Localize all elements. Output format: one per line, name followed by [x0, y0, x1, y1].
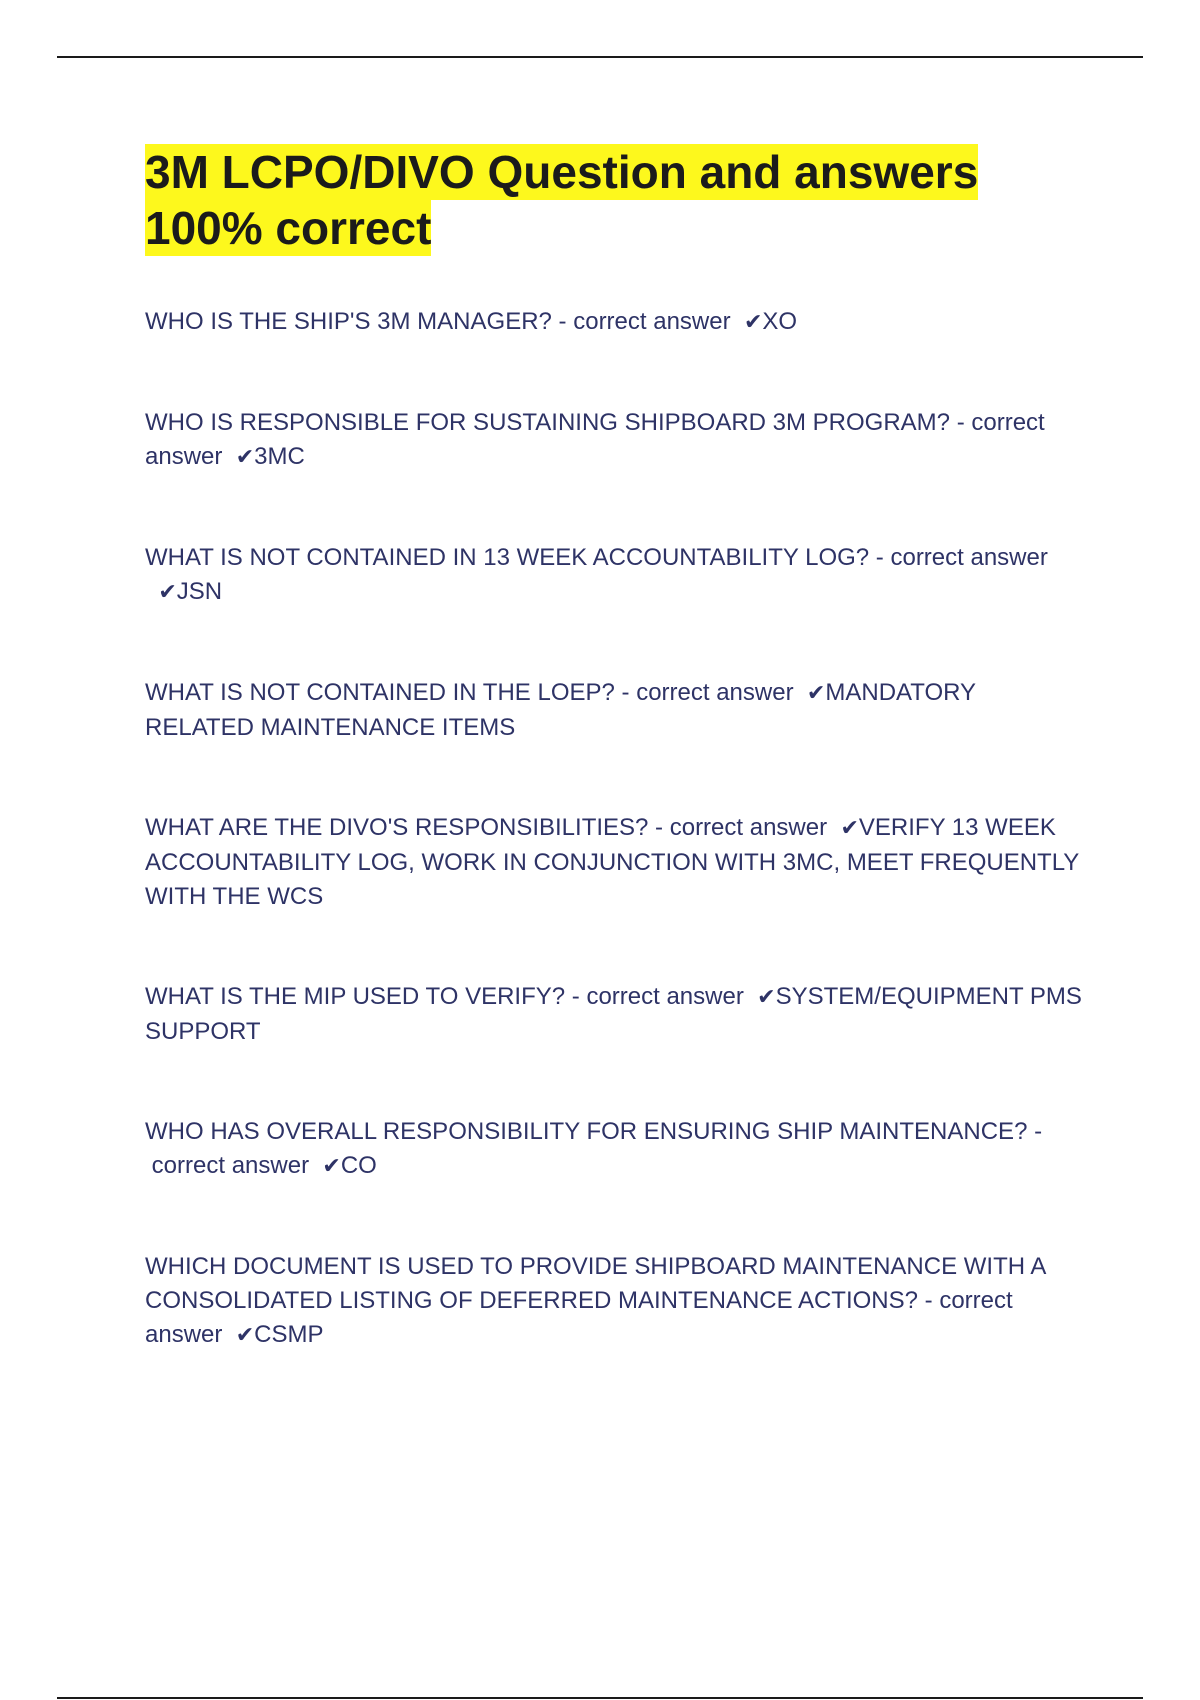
qa-item	[145, 1250, 1085, 1353]
top-divider	[57, 56, 1143, 58]
qa-item	[145, 676, 1085, 745]
answer-label: correct answer	[636, 679, 794, 706]
checkmark-icon: ✔	[158, 580, 177, 605]
qa-item	[145, 811, 1085, 914]
bottom-divider	[57, 1697, 1143, 1699]
question-text: WHAT IS NOT CONTAINED IN THE LOEP? -	[145, 679, 630, 706]
checkmark-icon: ✔	[235, 445, 255, 470]
answer-label: correct answer	[573, 308, 731, 335]
checkmark-icon: ✔	[235, 1323, 255, 1348]
qa-item	[145, 980, 1085, 1049]
answer-text: 3MC	[254, 443, 305, 470]
qa-item	[145, 1115, 1085, 1184]
qa-item	[145, 305, 1085, 340]
answer-text: VERIFY 13 WEEK ACCOUNTABILITY LOG, WORK IN CONJUNCTION WITH 3MC, MEET FREQUENTLY WITH THE WCS	[145, 814, 1079, 910]
question-text: WHO HAS OVERALL RESPONSIBILITY FOR ENSURING SHIP MAINTENANCE? -	[145, 1118, 1043, 1145]
answer-label: correct answer	[586, 983, 744, 1010]
answer-text: XO	[762, 308, 798, 335]
answer-text: CO	[340, 1152, 377, 1179]
checkmark-icon: ✔	[322, 1154, 341, 1179]
answer-text: SYSTEM/EQUIPMENT PMS SUPPORT	[145, 983, 1082, 1045]
checkmark-icon: ✔	[840, 816, 859, 841]
answer-text: CSMP	[254, 1321, 324, 1348]
answer-label: correct answer	[145, 1287, 1013, 1348]
answer-text: JSN	[176, 578, 223, 605]
answer-label: correct answer	[151, 1152, 310, 1179]
question-text: WHAT IS THE MIP USED TO VERIFY? -	[145, 983, 580, 1010]
qa-item	[145, 541, 1085, 610]
question-text: WHAT ARE THE DIVO'S RESPONSIBILITIES? -	[145, 814, 664, 841]
answer-label: correct answer	[669, 814, 828, 841]
qa-list	[145, 305, 1085, 1419]
answer-label: correct answer	[890, 544, 1048, 571]
title-highlight: 3M LCPO/DIVO Question and answers 100% correct	[145, 146, 979, 254]
checkmark-icon: ✔	[806, 681, 826, 706]
qa-item	[145, 406, 1085, 475]
question-text: WHAT IS NOT CONTAINED IN 13 WEEK ACCOUNTABILITY LOG? -	[145, 544, 884, 571]
question-text: WHICH DOCUMENT IS USED TO PROVIDE SHIPBOARD MAINTENANCE WITH A CONSOLIDATED LISTING OF DEFERRED MAINTENANCE ACTIONS? -	[145, 1253, 1046, 1314]
document-title	[145, 144, 1085, 256]
answer-label: correct answer	[145, 409, 1045, 470]
checkmark-icon: ✔	[743, 310, 763, 335]
question-text: WHO IS THE SHIP'S 3M MANAGER? -	[145, 308, 567, 335]
answer-text: MANDATORY RELATED MAINTENANCE ITEMS	[145, 679, 976, 741]
question-text: WHO IS RESPONSIBLE FOR SUSTAINING SHIPBOARD 3M PROGRAM? -	[145, 409, 965, 436]
checkmark-icon: ✔	[757, 985, 776, 1010]
